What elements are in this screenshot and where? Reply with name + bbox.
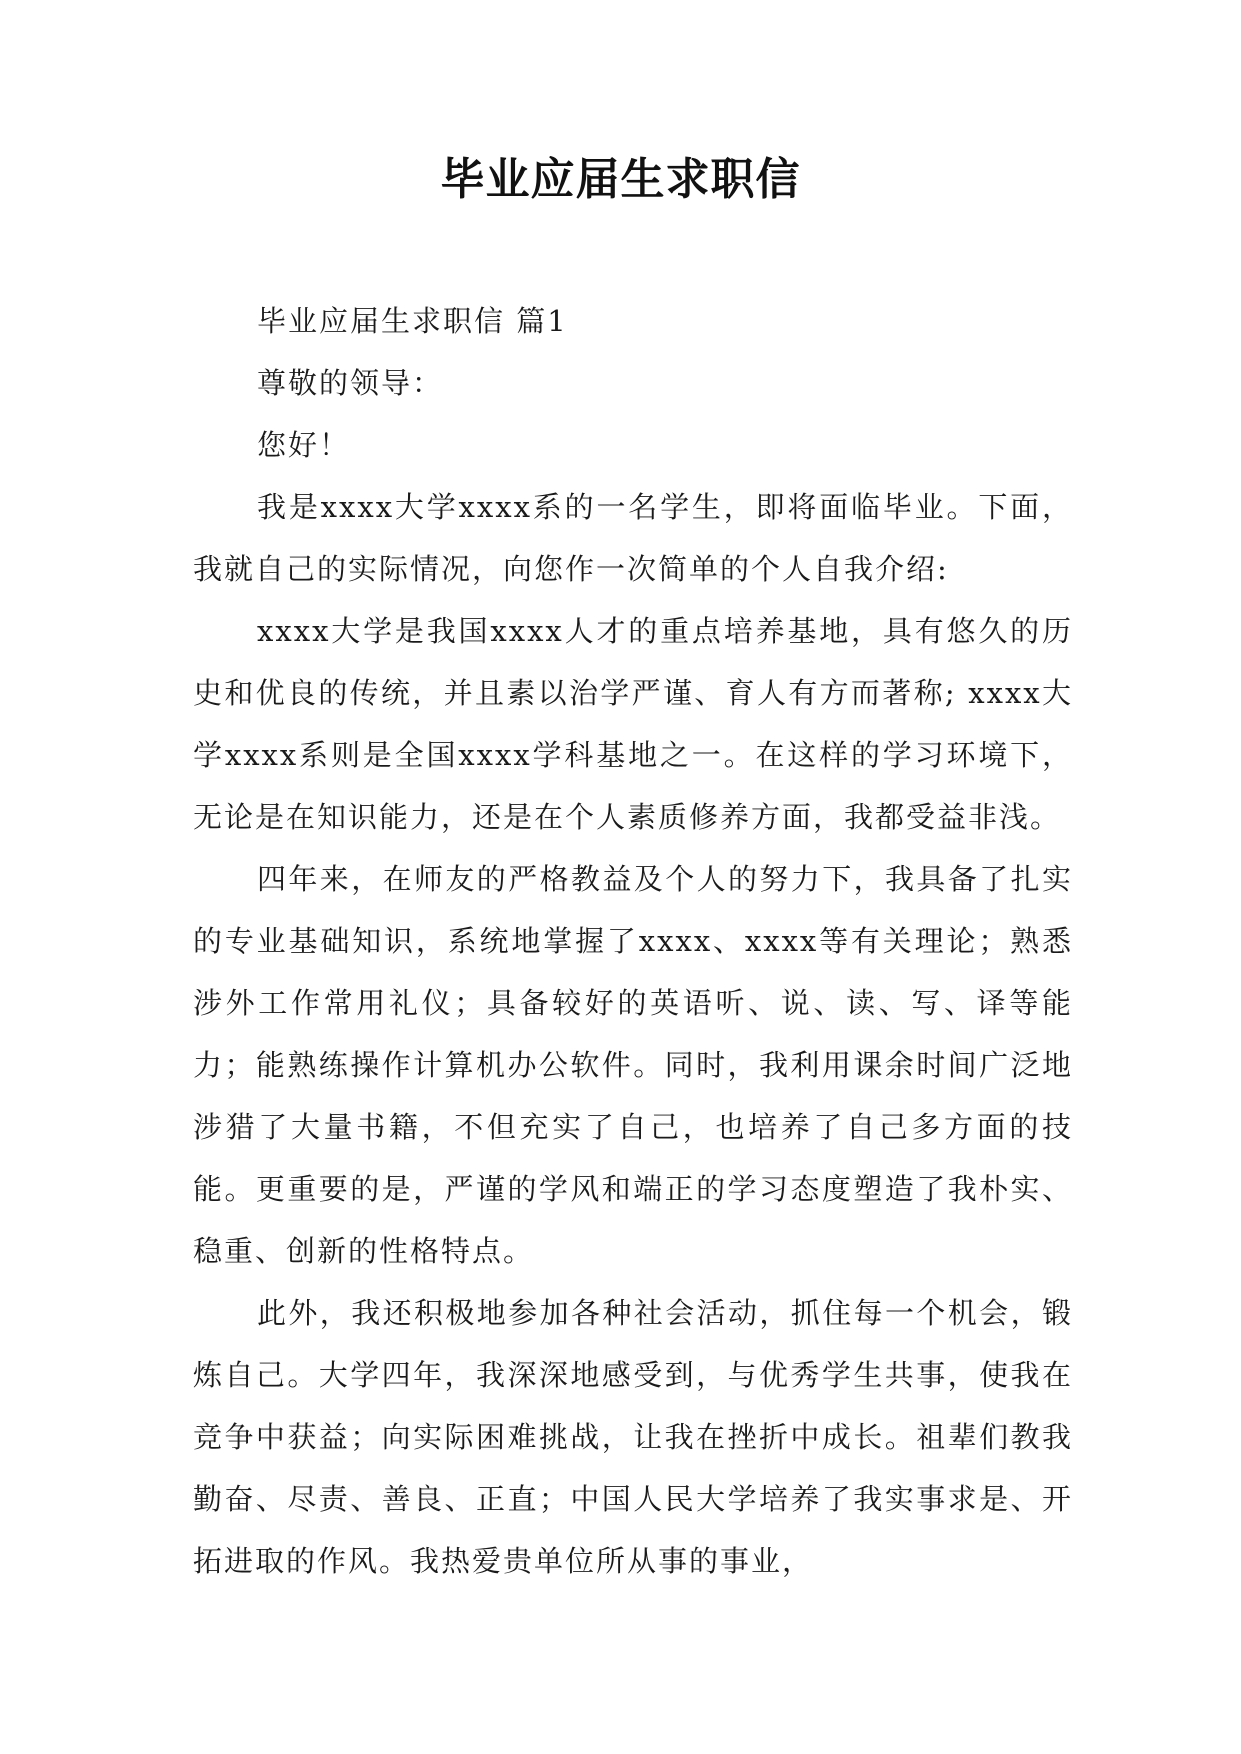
section-heading: 毕业应届生求职信 篇1 [257,304,568,338]
greeting: 您好！ [257,428,351,462]
body-paragraph: xxxx大学是我国xxxx人才的重点培养基地，具有悠久的历史和优良的传统，并且素以治学严谨、育人有方而著称; xxxx大学xxxx系则是全国xxxx学科基地之一。在这样的学习环境下，无论是在知识能力，还是在个人素质修养方面，我都受益非浅。 [193,614,1073,834]
body-paragraph: 我是xxxx大学xxxx系的一名学生，即将面临毕业。下面，我就自己的实际情况，向您作一次简单的个人自我介绍: [193,490,1073,586]
body-paragraph: 四年来，在师友的严格教益及个人的努力下，我具备了扎实的专业基础知识，系统地掌握了xxxx、xxxx等有关理论；熟悉涉外工作常用礼仪；具备较好的英语听、说、读、写、译等能力；能熟练操作计算机办公软件。同时，我利用课余时间广泛地涉猎了大量书籍，不但充实了自己，也培养了自己多方面的技能。更重要的是，严谨的学风和端正的学习态度塑造了我朴实、稳重、创新的性格特点。 [193,862,1073,1268]
document-body [193,290,1073,1592]
document-title: 毕业应届生求职信 [440,154,801,205]
salutation: 尊敬的领导： [257,366,444,400]
body-paragraph: 此外，我还积极地参加各种社会活动，抓住每一个机会，锻炼自己。大学四年，我深深地感受到，与优秀学生共事，使我在竞争中获益；向实际困难挑战，让我在挫折中成长。祖辈们教我勤奋、尽责、善良、正直；中国人民大学培养了我实事求是、开拓进取的作风。我热爱贵单位所从事的事业， [193,1296,1073,1578]
